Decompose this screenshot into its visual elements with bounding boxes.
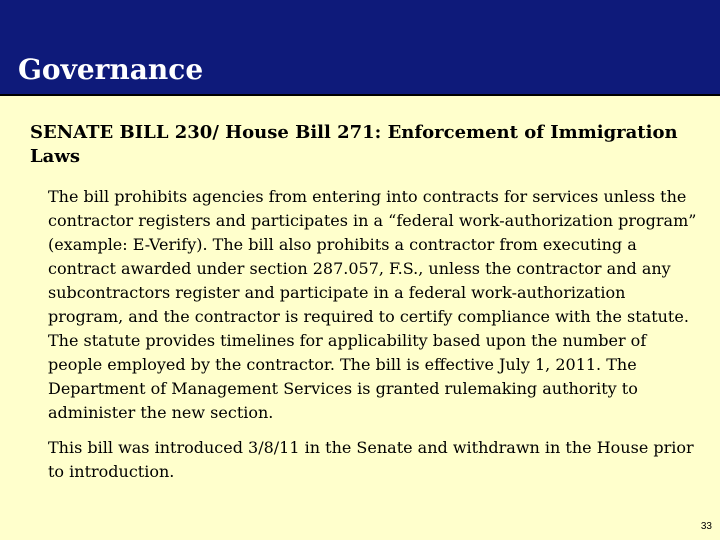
bill-status-paragraph: This bill was introduced 3/8/11 in the Senate and withdrawn in the House prior to introduction. xyxy=(48,438,694,481)
title-bar xyxy=(0,0,720,96)
page-number: 33 xyxy=(700,521,712,532)
bill-heading: SENATE BILL 230/ House Bill 271: Enforcement of Immigration Laws xyxy=(30,122,678,167)
bill-description-paragraph: The bill prohibits agencies from entering into contracts for services unless the contractor registers and participates in a “federal work-authorization program” (example: E-Verify). The bill also prohibits a contractor from executing a contract awarded under section 287.057, F.S., unless the contractor and any subcontractors register and participate in a federal work-authorization program, and the contractor is required to certify compliance with the statute. The statute provides timelines for applicability based upon the number of people employed by the contractor. The bill is effective July 1, 2011. The Department of Management Services is granted rulemaking authority to administer the new section. xyxy=(48,187,697,422)
slide-title: Governance xyxy=(18,53,204,86)
